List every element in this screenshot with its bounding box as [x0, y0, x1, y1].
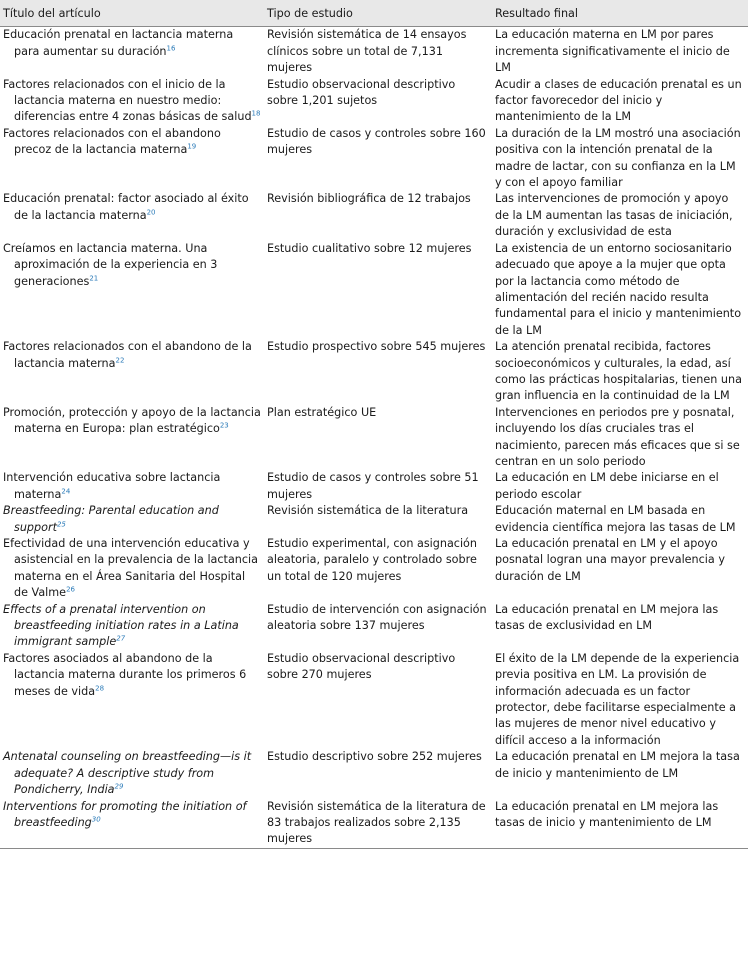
final-result: La educación prenatal en LM mejora las tasas de inicio y mantenimiento de LM — [492, 799, 748, 849]
reference-link[interactable]: 20 — [146, 208, 156, 217]
reference-link[interactable]: 29 — [114, 782, 124, 791]
article-title — [0, 602, 264, 651]
article-title — [0, 191, 264, 240]
title-text: Educación prenatal en lactancia materna para aumentar su duración — [3, 28, 234, 58]
header-title: Título del artículo — [0, 0, 264, 27]
title-text: Antenatal counseling on breastfeeding—is it adequate? A descriptive study from Pondicherry, India — [3, 750, 252, 797]
table-row — [0, 602, 748, 651]
study-type: Estudio observacional descriptivo sobre 270 mujeres — [267, 651, 456, 682]
study-type: Estudio de casos y controles sobre 51 mujeres — [267, 471, 479, 501]
article-title — [0, 651, 264, 749]
study-type: Revisión sistemática de la literatura de 83 trabajos realizados sobre 2,135 mujeres — [264, 799, 492, 849]
table-row — [0, 651, 748, 749]
table-row — [0, 799, 748, 849]
title-text: Promoción, protección y apoyo de la lactancia materna en Europa: plan estratégico — [3, 405, 261, 436]
title-text: Factores relacionados con el abandono de la lactancia materna — [3, 340, 252, 370]
reference-link[interactable]: 27 — [116, 634, 126, 643]
table-row — [0, 27, 748, 77]
article-title — [0, 77, 264, 126]
table-row — [0, 241, 748, 339]
reference-link[interactable]: 25 — [56, 519, 66, 528]
study-type: Estudio prospectivo sobre 545 mujeres — [267, 340, 486, 354]
study-type: Plan estratégico UE — [267, 405, 377, 419]
final-result: La educación en LM debe iniciarse en el periodo escolar — [495, 471, 719, 501]
title-text: Intervención educativa sobre lactancia materna — [3, 471, 221, 501]
article-title — [0, 536, 264, 602]
reference-link[interactable]: 23 — [219, 421, 229, 430]
title-text: Factores asociados al abandono de la lactancia materna durante los primeros 6 meses de vida — [3, 651, 247, 698]
article-title — [0, 126, 264, 192]
table-row — [0, 77, 748, 126]
study-type: Estudio de intervención con asignación aleatoria sobre 137 mujeres — [267, 602, 487, 633]
article-title — [0, 503, 264, 536]
table-row — [0, 749, 748, 798]
title-text: Creíamos en lactancia materna. Una aproximación de la experiencia en 3 generaciones — [3, 241, 218, 288]
article-title — [0, 470, 264, 503]
reference-link[interactable]: 18 — [251, 109, 261, 118]
header-study-type: Tipo de estudio — [264, 0, 492, 27]
final-result: La educación prenatal en LM mejora la tasa de inicio y mantenimiento de LM — [495, 750, 740, 780]
final-result: La duración de la LM mostró una asociación positiva con la intención prenatal de la madre de lactar, con su confianza en la LM y con el apoyo familiar — [495, 126, 741, 190]
title-text: Interventions for promoting the initiation of breastfeeding — [3, 799, 247, 829]
table-body — [0, 27, 748, 848]
final-result: La existencia de un entorno sociosanitario adecuado que apoye a la mujer que opta por la lactancia como método de alimentación del recién nacido resulta fundamental para el inicio y mantenimiento de la LM — [495, 241, 742, 337]
study-type: Estudio de casos y controles sobre 160 mujeres — [267, 126, 486, 157]
article-title — [0, 241, 264, 339]
study-type: Estudio experimental, con asignación aleatoria, paralelo y controlado sobre un total de 120 mujeres — [267, 537, 477, 583]
study-type: Revisión sistemática de la literatura — [267, 504, 469, 518]
article-title — [0, 749, 264, 798]
table-row — [0, 339, 748, 405]
final-result: La atención prenatal recibida, factores socioeconómicos y culturales, la edad, así como las prácticas hospitalarias, tienen una gran influencia en la continuidad de la LM — [495, 340, 742, 403]
reference-link[interactable]: 21 — [89, 273, 99, 282]
final-result: La educación materna en LM por pares incrementa significativamente el inicio de LM — [495, 28, 730, 75]
study-type: Estudio cualitativo sobre 12 mujeres — [267, 241, 472, 255]
study-type: Revisión bibliográfica de 12 trabajos — [267, 192, 471, 206]
table-row — [0, 126, 748, 192]
reference-link[interactable]: 19 — [187, 142, 197, 151]
header-result: Resultado final — [492, 0, 748, 27]
title-text: Effects of a prenatal intervention on breastfeeding initiation rates in a Latina immigrant sample — [3, 602, 239, 649]
study-type: Revisión sistemática de 14 ensayos clínicos sobre un total de 7,131 mujeres — [267, 28, 467, 75]
table-row — [0, 536, 748, 602]
article-title — [0, 799, 264, 849]
final-result: La educación prenatal en LM mejora las tasas de exclusividad en LM — [495, 602, 719, 633]
reference-link[interactable]: 26 — [66, 585, 75, 594]
title-text: Efectividad de una intervención educativa y asistencial en la prevalencia de la lactancia materna en el Área Sanitaria del Hospital de Valme — [3, 537, 258, 600]
article-title — [0, 27, 264, 77]
title-text: Factores relacionados con el inicio de la lactancia materna en nuestro medio: diferencias entre 4 zonas básicas de salud — [3, 77, 252, 124]
final-result: Intervenciones en periodos pre y posnatal, incluyendo los días cruciales tras el nacimiento, parecen más eficaces que si se centran en un solo periodo — [495, 405, 740, 468]
table-row — [0, 405, 748, 471]
table-row — [0, 470, 748, 503]
title-text: Breastfeeding: Parental education and support — [3, 504, 219, 534]
table-row — [0, 503, 748, 536]
article-title — [0, 339, 264, 405]
reference-link[interactable]: 16 — [166, 44, 176, 53]
final-result: El éxito de la LM depende de la experiencia previa positiva en LM. La provisión de información adecuada es un factor protector, debe facilitarse especialmente a las mujeres de menor nivel educativo y difícil acceso a la información — [495, 651, 740, 747]
reference-link[interactable]: 22 — [115, 355, 125, 364]
study-type: Estudio observacional descriptivo sobre 1,201 sujetos — [267, 77, 456, 108]
final-result: Acudir a clases de educación prenatal es un factor favorecedor del inicio y mantenimiento de la LM — [495, 77, 742, 124]
reference-link[interactable]: 24 — [61, 487, 71, 496]
table-header — [0, 0, 748, 27]
final-result: La educación prenatal en LM y el apoyo posnatal logran una mayor prevalencia y duración de LM — [495, 537, 725, 583]
table-row — [0, 191, 748, 240]
reference-link[interactable]: 30 — [91, 815, 101, 824]
title-text: Factores relacionados con el abandono precoz de la lactancia materna — [3, 126, 221, 157]
final-result: Educación maternal en LM basada en evidencia científica mejora las tasas de LM — [495, 504, 736, 534]
final-result: Las intervenciones de promoción y apoyo de la LM aumentan las tasas de iniciación, duración y exclusividad de esta — [495, 192, 733, 239]
title-text: Educación prenatal: factor asociado al éxito de la lactancia materna — [3, 192, 249, 222]
article-title — [0, 405, 264, 471]
reference-link[interactable]: 28 — [95, 683, 105, 692]
study-type: Estudio descriptivo sobre 252 mujeres — [267, 750, 482, 764]
